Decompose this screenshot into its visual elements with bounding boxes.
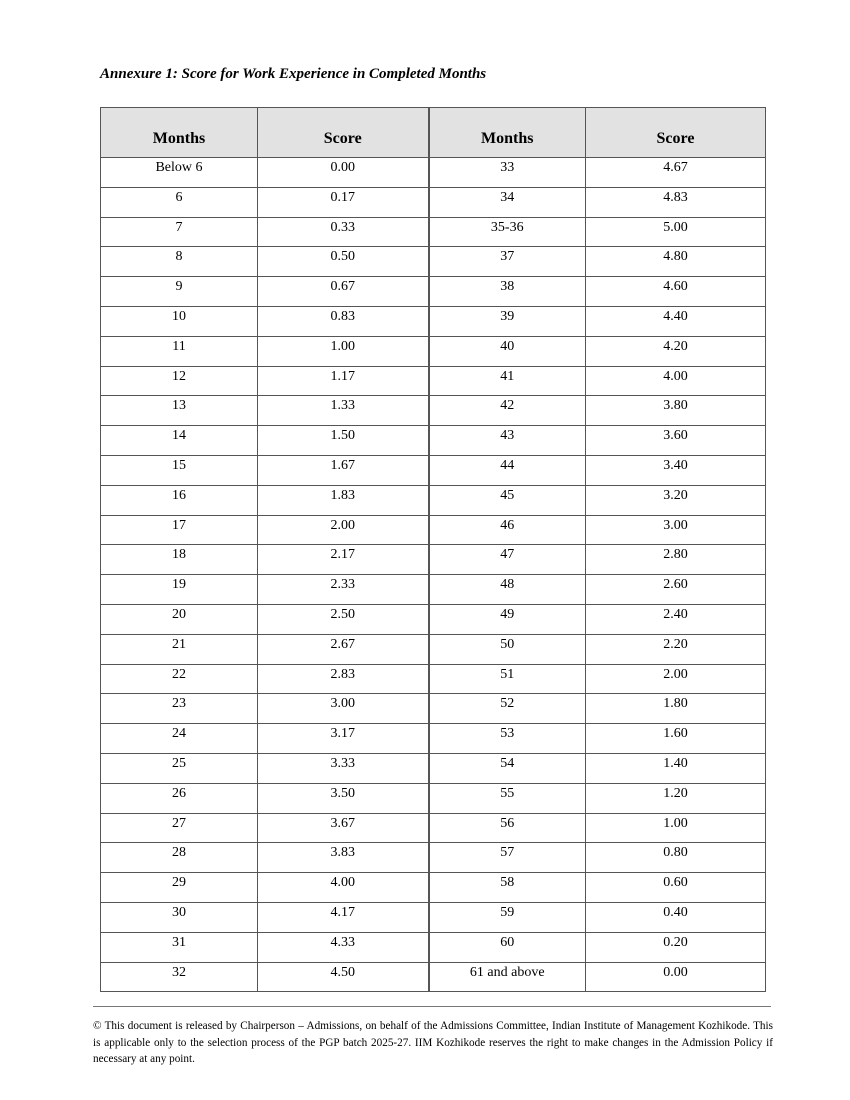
- score-right-cell: 1.60: [586, 724, 766, 754]
- table-row: [101, 753, 766, 783]
- months-left-cell: 20: [101, 604, 258, 634]
- header-score-left: Score: [258, 108, 429, 158]
- header-months-right: Months: [429, 108, 586, 158]
- score-left-cell: 0.00: [258, 158, 429, 188]
- months-right-cell: 58: [429, 873, 586, 903]
- score-right-cell: 0.40: [586, 902, 766, 932]
- months-right-cell: 53: [429, 724, 586, 754]
- score-left-cell: 3.33: [258, 753, 429, 783]
- months-right-cell: 47: [429, 545, 586, 575]
- score-right-cell: 4.60: [586, 277, 766, 307]
- score-left-cell: 2.67: [258, 634, 429, 664]
- score-right-cell: 3.80: [586, 396, 766, 426]
- score-left-cell: 3.67: [258, 813, 429, 843]
- page-title: Annexure 1: Score for Work Experience in Completed Months: [100, 66, 487, 82]
- months-left-cell: 27: [101, 813, 258, 843]
- header-months-left: Months: [101, 108, 258, 158]
- score-right-cell: 4.00: [586, 366, 766, 396]
- months-left-cell: 6: [101, 187, 258, 217]
- months-left-cell: 31: [101, 932, 258, 962]
- months-left-cell: 24: [101, 724, 258, 754]
- months-right-cell: 46: [429, 515, 586, 545]
- score-right-cell: 2.40: [586, 604, 766, 634]
- score-left-cell: 4.17: [258, 902, 429, 932]
- score-right-cell: 2.00: [586, 664, 766, 694]
- score-right-cell: 2.20: [586, 634, 766, 664]
- score-left-cell: 2.50: [258, 604, 429, 634]
- table-row: [101, 783, 766, 813]
- table-row: [101, 575, 766, 605]
- months-left-cell: 13: [101, 396, 258, 426]
- months-left-cell: 7: [101, 217, 258, 247]
- months-right-cell: 41: [429, 366, 586, 396]
- table-header-row: [101, 108, 766, 158]
- table-body: [101, 158, 766, 992]
- score-left-cell: 0.83: [258, 306, 429, 336]
- score-left-cell: 0.33: [258, 217, 429, 247]
- months-left-cell: 8: [101, 247, 258, 277]
- score-right-cell: 1.80: [586, 694, 766, 724]
- footer-note: © This document is released by Chairperson – Admissions, on behalf of the Admissions Committee, Indian Institute of Management Kozhikode. This is applicable only to the selection process of the PGP batch 2025-27. IIM Kozhikode reserves the right to make changes in the Admission Policy if necessary at any point.: [93, 1020, 773, 1065]
- score-left-cell: 3.00: [258, 694, 429, 724]
- table-row: [101, 724, 766, 754]
- table-row: [101, 962, 766, 992]
- table-row: [101, 873, 766, 903]
- score-left-cell: 0.50: [258, 247, 429, 277]
- months-right-cell: 34: [429, 187, 586, 217]
- months-right-cell: 61 and above: [429, 962, 586, 992]
- score-left-cell: 3.83: [258, 843, 429, 873]
- score-right-cell: 3.40: [586, 455, 766, 485]
- header-score-right: Score: [586, 108, 766, 158]
- score-right-cell: 1.20: [586, 783, 766, 813]
- months-left-cell: 30: [101, 902, 258, 932]
- score-left-cell: 4.00: [258, 873, 429, 903]
- score-left-cell: 1.83: [258, 485, 429, 515]
- score-left-cell: 1.50: [258, 426, 429, 456]
- score-right-cell: 1.40: [586, 753, 766, 783]
- months-left-cell: 9: [101, 277, 258, 307]
- table-row: [101, 277, 766, 307]
- months-right-cell: 37: [429, 247, 586, 277]
- score-right-cell: 4.83: [586, 187, 766, 217]
- score-left-cell: 2.33: [258, 575, 429, 605]
- months-right-cell: 55: [429, 783, 586, 813]
- months-left-cell: 12: [101, 366, 258, 396]
- months-right-cell: 44: [429, 455, 586, 485]
- months-right-cell: 49: [429, 604, 586, 634]
- score-left-cell: 2.00: [258, 515, 429, 545]
- score-right-cell: 2.80: [586, 545, 766, 575]
- months-left-cell: 10: [101, 306, 258, 336]
- table-row: [101, 187, 766, 217]
- score-left-cell: 3.17: [258, 724, 429, 754]
- score-right-cell: 4.20: [586, 336, 766, 366]
- months-left-cell: 29: [101, 873, 258, 903]
- score-left-cell: 1.00: [258, 336, 429, 366]
- months-left-cell: 11: [101, 336, 258, 366]
- months-right-cell: 38: [429, 277, 586, 307]
- score-left-cell: 3.50: [258, 783, 429, 813]
- months-right-cell: 45: [429, 485, 586, 515]
- table-row: [101, 634, 766, 664]
- months-right-cell: 35-36: [429, 217, 586, 247]
- months-right-cell: 51: [429, 664, 586, 694]
- months-left-cell: 15: [101, 455, 258, 485]
- score-left-cell: 1.67: [258, 455, 429, 485]
- score-right-cell: 0.60: [586, 873, 766, 903]
- table-row: [101, 306, 766, 336]
- months-right-cell: 52: [429, 694, 586, 724]
- score-right-cell: 4.80: [586, 247, 766, 277]
- score-left-cell: 2.83: [258, 664, 429, 694]
- months-left-cell: 23: [101, 694, 258, 724]
- table-row: [101, 902, 766, 932]
- score-left-cell: 4.50: [258, 962, 429, 992]
- table-row: [101, 694, 766, 724]
- months-left-cell: 22: [101, 664, 258, 694]
- score-right-cell: 0.00: [586, 962, 766, 992]
- score-left-cell: 4.33: [258, 932, 429, 962]
- months-left-cell: Below 6: [101, 158, 258, 188]
- months-right-cell: 48: [429, 575, 586, 605]
- score-left-cell: 0.67: [258, 277, 429, 307]
- score-left-cell: 1.17: [258, 366, 429, 396]
- months-right-cell: 43: [429, 426, 586, 456]
- table-row: [101, 426, 766, 456]
- months-right-cell: 33: [429, 158, 586, 188]
- months-right-cell: 60: [429, 932, 586, 962]
- score-right-cell: 2.60: [586, 575, 766, 605]
- score-right-cell: 1.00: [586, 813, 766, 843]
- months-right-cell: 56: [429, 813, 586, 843]
- table-row: [101, 158, 766, 188]
- months-right-cell: 40: [429, 336, 586, 366]
- months-left-cell: 32: [101, 962, 258, 992]
- table-row: [101, 813, 766, 843]
- months-left-cell: 18: [101, 545, 258, 575]
- score-left-cell: 2.17: [258, 545, 429, 575]
- months-left-cell: 17: [101, 515, 258, 545]
- months-right-cell: 42: [429, 396, 586, 426]
- months-left-cell: 19: [101, 575, 258, 605]
- score-left-cell: 1.33: [258, 396, 429, 426]
- months-left-cell: 21: [101, 634, 258, 664]
- footer-divider: [93, 1006, 771, 1007]
- score-right-cell: 3.60: [586, 426, 766, 456]
- score-table: [100, 107, 766, 992]
- score-right-cell: 4.40: [586, 306, 766, 336]
- table-row: [101, 396, 766, 426]
- score-left-cell: 0.17: [258, 187, 429, 217]
- table-row: [101, 664, 766, 694]
- score-right-cell: 4.67: [586, 158, 766, 188]
- table-row: [101, 515, 766, 545]
- table-row: [101, 366, 766, 396]
- table-row: [101, 455, 766, 485]
- months-right-cell: 57: [429, 843, 586, 873]
- months-left-cell: 26: [101, 783, 258, 813]
- table-row: [101, 604, 766, 634]
- table-row: [101, 247, 766, 277]
- table-row: [101, 485, 766, 515]
- score-right-cell: 0.20: [586, 932, 766, 962]
- months-left-cell: 14: [101, 426, 258, 456]
- months-left-cell: 16: [101, 485, 258, 515]
- table-row: [101, 217, 766, 247]
- months-left-cell: 28: [101, 843, 258, 873]
- score-right-cell: 3.00: [586, 515, 766, 545]
- score-right-cell: 0.80: [586, 843, 766, 873]
- table-row: [101, 545, 766, 575]
- score-right-cell: 3.20: [586, 485, 766, 515]
- months-right-cell: 39: [429, 306, 586, 336]
- months-right-cell: 50: [429, 634, 586, 664]
- table-row: [101, 843, 766, 873]
- score-right-cell: 5.00: [586, 217, 766, 247]
- table-row: [101, 932, 766, 962]
- table-row: [101, 336, 766, 366]
- months-left-cell: 25: [101, 753, 258, 783]
- months-right-cell: 59: [429, 902, 586, 932]
- months-right-cell: 54: [429, 753, 586, 783]
